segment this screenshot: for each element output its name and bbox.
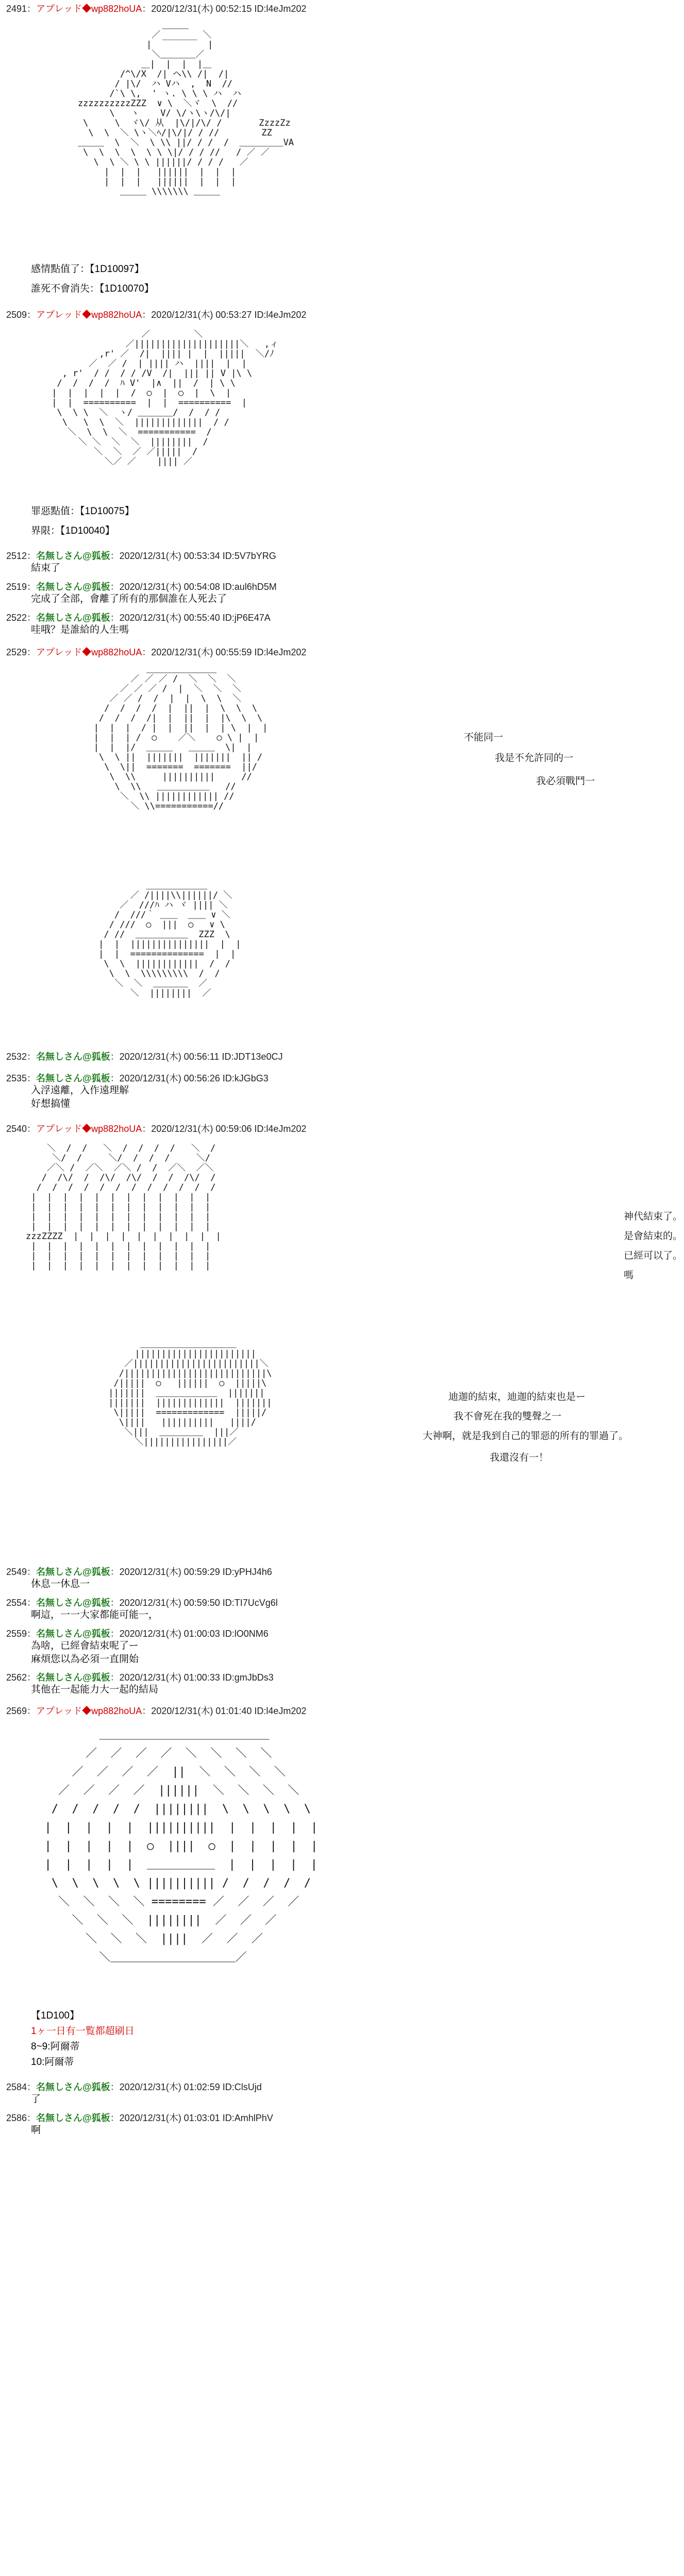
post-meta: ：2020/12/31(木) 00:55:40 ID:jP6E47A — [110, 613, 271, 623]
speech-text: 我必須戰鬥一 — [536, 776, 595, 787]
poster-name: 名無しさん@狐板 — [36, 1672, 110, 1683]
poster-name: 名無しさん@狐板 — [36, 613, 110, 623]
post-header — [6, 3, 306, 14]
post-meta: ：2020/12/31(木) 01:02:59 ID:ClsUjd — [110, 2082, 262, 2092]
poster-trip: ◆wp882hoUA — [82, 647, 142, 657]
ascii-art: ＿＿＿＿＿＿＿＿ ／ ／ ／ / ＼ ＼ ＼ ／ ／ ／ / | ＼ ＼ ＼ ／ ／ / / | | \ \ ＼ / / / / | || | \ \ \ / / / /| | || | |\ \ \ | | | / | | || | | \ | | | | | / ○ ／＼ ○ \ | | | | |/ ＿＿＿ ＿＿＿ \| | \ \ || ||||||| ||||||| || / \ \|| ======= ======= ||/ \ \\ |||||||||| // \ \\ ＿＿＿＿＿＿ // ＼ \\ |||||||||||| // ＼ \\===========// — [93, 665, 268, 811]
ascii-art: ＿＿＿＿＿＿＿＿＿＿＿＿＿＿＿ ／ ／ ／ ／ ＼ ＼ ＼ ＼ ／ ／ ／ ／ || ＼ ＼ ＼ ＼ ／ ／ ／ ／ |||||| ＼ ＼ ＼ ＼ / / / / / |||||||| \ \ \ \ \ | | | | | |||||||||| | | | | | | | | | | ○ |||| ○ | | | | | | | | | | ＿＿＿＿＿＿ | | | | | \ \ \ \ \ |||||||||| / / / / / ＼ ＼ ＼ ＼ ======== ／ ／ ／ ／ ＼ ＼ ＼ |||||||| ／ ／ ／ ＼ ＼ ＼ |||| ／ ／ ／ ＼＿＿＿＿＿＿＿＿＿＿＿／ — [44, 1728, 318, 1964]
speech-text: 已經可以了。 — [624, 1250, 683, 1261]
speech-text: 我還沒有一！ — [490, 1452, 549, 1463]
ascii-art: ＿＿＿＿＿＿＿ ／ /||||\\||||||/ ＼ ／ ///ﾊ ハ ヾ |||| ＼ / ///｀ ＿＿ ＿＿ ∨ ＼ / /// ○ ||| ○ ∨ \ / // ＿＿＿＿＿＿ ZZZ \ | | ||||||||||||||| | | | | ============== | | \ \ |||||||||||| / / \ \ \\\\\\\\\ / / ＼ ＼ ＿＿＿＿ ／ ＼ |||||||| ／ — [98, 881, 241, 998]
speech-text: 不能同一 — [464, 732, 504, 743]
poster-name: 名無しさん@狐板 — [36, 1567, 110, 1577]
poster-name: 名無しさん@狐板 — [36, 1073, 110, 1083]
post-body: 【1D100】 — [31, 2010, 79, 2021]
post-header — [6, 1705, 306, 1717]
post-body: 其他在一起能力大一起的結局 — [31, 1684, 159, 1695]
post-body: 為啥，已經會結束呢了ー 麻煩您以為必須一直開始 — [31, 1640, 139, 1665]
poster-name: 名無しさん@狐板 — [36, 2113, 110, 2123]
post-body: 了 — [31, 2094, 41, 2105]
post-meta: ：2020/12/31(木) 01:03:01 ID:AmhlPhV — [110, 2113, 273, 2123]
post-meta: ：2020/12/31(木) 00:54:08 ID:aul6hD5M — [110, 582, 277, 592]
post-header — [6, 1566, 272, 1578]
post-body: 休息一休息一 — [31, 1579, 90, 1589]
poster-name: アプレッド — [36, 310, 82, 320]
speech-text: 神代結束了。 — [624, 1211, 683, 1222]
ascii-art: ＿＿＿ ／ ＼ | ￣￣￣￣ | ＼＿＿＿＿／ ＿| | | |＿ /^\/X /| ヘ\\ /| /| / |\/ ハ Vハ , N // /`\ \, ' ヽ. \ \ \ ハ ハ zzzzzzzzzzZZZ ∨ \ ＼ヾ \ // \ ヽ V/ \/ヽ\ヽ/\/| \ \ ヾ\/ 从 |\/|/\/ / ZzzzZz \ \ ＼ \ヽ＼ﾍ/|\/|/ / // ZZ ＿＿＿ \ ＼ \ \\ ||/ / / / ＿＿＿＿＿VA \ \ \ \ \ \ \|/ / / // / ／ ／ \ \ ＼ \ \ ||||||/ / / / ／ | | | |||||| | | | | | | |||||| | | | ＿＿＿ \\\\\\\ ＿＿＿ — [77, 21, 294, 197]
post-number[interactable]: 2522： — [6, 613, 37, 623]
speech-text: 我不會死在我的雙聲之一 — [454, 1411, 562, 1422]
post-number[interactable]: 2491： — [6, 4, 37, 14]
post-meta: ：2020/12/31(木) 00:59:06 ID:l4eJm202 — [142, 1124, 307, 1134]
speech-text: 我是不允許同的一 — [495, 753, 574, 764]
post-number[interactable]: 2509： — [6, 310, 37, 320]
poster-name: アプレッド — [36, 647, 82, 657]
post-number[interactable]: 2549： — [6, 1567, 37, 1577]
post-number[interactable]: 2586： — [6, 2113, 37, 2123]
poster-name: 名無しさん@狐板 — [36, 1629, 110, 1639]
post-number[interactable]: 2569： — [6, 1706, 37, 1716]
post-number[interactable]: 2512： — [6, 551, 37, 561]
poster-name: 名無しさん@狐板 — [36, 1598, 110, 1608]
post-number[interactable]: 2535： — [6, 1073, 37, 1083]
post-meta: ：2020/12/31(木) 00:53:34 ID:5V7bYRG — [110, 551, 276, 561]
speech-text: 是會結束的。 — [624, 1231, 683, 1242]
post-body: 誰死不會消失：【1D10070】 — [31, 283, 154, 294]
post-header — [6, 1672, 274, 1683]
post-meta: ：2020/12/31(木) 00:55:59 ID:l4eJm202 — [142, 647, 307, 657]
post-header — [6, 1628, 269, 1639]
post-number[interactable]: 2540： — [6, 1124, 37, 1134]
post-header — [6, 612, 271, 623]
poster-name: 名無しさん@狐板 — [36, 1052, 110, 1062]
post-header — [6, 1597, 278, 1608]
poster-name: アプレッド — [36, 4, 82, 14]
post-number[interactable]: 2532： — [6, 1052, 37, 1062]
post-body: 入浮遠離，入作遠理解 好想搞懂 — [31, 1085, 129, 1109]
poster-name: 名無しさん@狐板 — [36, 2082, 110, 2092]
post-number[interactable]: 2562： — [6, 1672, 37, 1683]
poster-name: アプレッド — [36, 1124, 82, 1134]
post-body: 10:阿爾蒂 — [31, 2057, 74, 2067]
poster-name: 名無しさん@狐板 — [36, 582, 110, 592]
post-meta: ：2020/12/31(木) 01:01:40 ID:l4eJm202 — [142, 1706, 307, 1716]
post-body: 感情點值了：【1D10097】 — [31, 264, 144, 275]
post-meta: ：2020/12/31(木) 00:52:15 ID:l4eJm202 — [142, 4, 307, 14]
post-header — [6, 1073, 269, 1084]
post-body: 完成了全部，會離了所有的那個誰在人死去了 — [31, 594, 227, 604]
post-header — [6, 2112, 273, 2124]
poster-trip: ◆wp882hoUA — [82, 1124, 142, 1134]
post-header — [6, 2081, 262, 2093]
post-body: 哇哦？是誰給的人生嗎 — [31, 624, 129, 635]
post-body: 罪惡點值：【1D10075】 — [31, 506, 135, 517]
poster-name: 名無しさん@狐板 — [36, 551, 110, 561]
ascii-art: ＿＿＿＿＿＿＿＿＿＿＿ ||||||||||||||||||||||| ／||||||||||||||||||||||||＼ /|||||||||||||||||||||||||||\ /||||| ○ |||||| ○ |||||\ ||||||| ＿＿＿＿＿＿＿ ||||||| ||||||| ||||||||||||| ||||||| \||||| ============= |||||/ \|||| |||||||||| ||||/ ＼||| ＿＿＿＿＿ |||／ ＼||||||||||||||||／ — [108, 1340, 272, 1447]
post-body: 啊 — [31, 2125, 41, 2136]
post-header — [6, 309, 306, 320]
post-body: 1ヶ一日有一覧都超刷日 — [31, 2026, 135, 2037]
post-header — [6, 647, 306, 658]
post-number[interactable]: 2554： — [6, 1598, 37, 1608]
post-number[interactable]: 2529： — [6, 647, 37, 657]
post-body: 結束了 — [31, 563, 61, 573]
speech-text: 迪迦的結束，迪迦的結束也是ー — [448, 1392, 586, 1402]
post-header — [6, 1051, 282, 1062]
post-meta: ：2020/12/31(木) 01:00:33 ID:gmJbDs3 — [110, 1672, 274, 1683]
ascii-art: ／￣￣￣￣￣＼ ／||||||||||||||||||||＼ ,ィ ,r' ／ /| |||| | | ||||| ＼/ﾉ ／ ／ / | |||| ハ |||| | | , r' / / / / /V /| ||| || V |\ \ / / / / ﾊ V' |∧ || / | \ \ | | | | | / ○ | ○ | \ | | | ========== | | ========== | \ \ \ ＼ ヽ/ ＿＿＿＿/ / / / \ \ \ ＼ ||||||||||||| / / ＼ \ \ ＼ =========== / ＼ ＼ ＼ ＼ |||||||| / ＼ ＼ ／ ／||||| / ＼／ ／ |||| ／ — [52, 330, 279, 467]
post-header — [6, 550, 276, 562]
post-body: 界限：【1D10040】 — [31, 526, 115, 536]
post-body: 8~9:阿爾蒂 — [31, 2041, 80, 2052]
post-header — [6, 1123, 306, 1134]
poster-trip: ◆wp882hoUA — [82, 1706, 142, 1716]
post-number[interactable]: 2584： — [6, 2082, 37, 2092]
post-meta: ：2020/12/31(木) 00:59:29 ID:yPHJ4h6 — [110, 1567, 272, 1577]
post-number[interactable]: 2559： — [6, 1629, 37, 1639]
post-meta: ：2020/12/31(木) 01:00:03 ID:lO0NM6 — [110, 1629, 269, 1639]
post-header — [6, 581, 277, 592]
speech-text: 嗎 — [624, 1270, 634, 1281]
poster-trip: ◆wp882hoUA — [82, 310, 142, 320]
post-number[interactable]: 2519： — [6, 582, 37, 592]
poster-name: アプレッド — [36, 1706, 82, 1716]
ascii-art: ＼ / / ＼ / / / / ＼ / ＼/ / ＼/ / / / ＼/ ／＼ / ／＼ ／＼ / / ／＼ ／＼ / /\/ / /\/ /\/ / / /\/ / / / / / / / / / / / / / | | | | | | | | | | | | | | | | | | | | | | | | | | | | | | | | | | | | | | | | | | | | | | | | zzzZZZZ | | | | | | | | | | | | | | | | | | | | | | | | | | | | | | | | | | | | | | | | | | | | | | — [26, 1144, 221, 1271]
post-meta: ：2020/12/31(木) 00:56:11 ID:JDT13e0CJ — [110, 1052, 283, 1062]
post-body: 啊這，一一大家都能可能一， — [31, 1609, 159, 1620]
post-meta: ：2020/12/31(木) 00:53:27 ID:l4eJm202 — [142, 310, 307, 320]
poster-trip: ◆wp882hoUA — [82, 4, 142, 14]
speech-text: 大神啊，就是我到自己的罪惡的所有的罪過了。 — [423, 1431, 629, 1442]
post-meta: ：2020/12/31(木) 00:56:26 ID:kJGbG3 — [110, 1073, 269, 1083]
post-meta: ：2020/12/31(木) 00:59:50 ID:TI7UcVg6l — [110, 1598, 278, 1608]
